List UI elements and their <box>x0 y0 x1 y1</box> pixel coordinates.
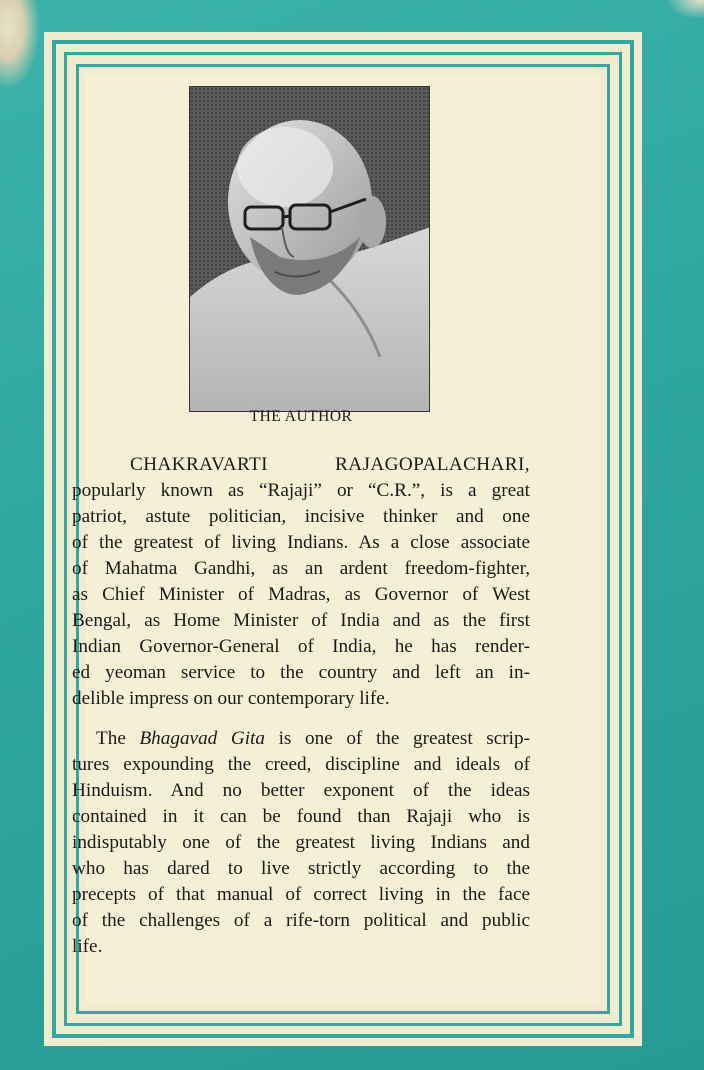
text-line: delible impress on our contemporary life. <box>72 688 390 709</box>
text-line: patriot, astute politician, incisive thinker and one <box>72 506 530 527</box>
author-name: CHAKRAVARTI RAJAGOPALACHARI, <box>130 454 530 475</box>
text-line: precepts of that manual of correct living in the face <box>72 884 530 905</box>
text-fragment: The <box>96 728 140 749</box>
text-line: of the greatest of living Indians. As a close associate <box>72 532 530 553</box>
text-line: Indian Governor-General of India, he has render- <box>72 636 530 657</box>
text-line: Bengal, as Home Minister of India and as the first <box>72 610 530 631</box>
cover-wear-mark <box>668 0 704 18</box>
author-bio-paragraph <box>72 452 530 712</box>
text-line: who has dared to live strictly according to the <box>72 858 530 879</box>
author-portrait <box>189 86 430 412</box>
text-line: life. <box>72 936 103 957</box>
text-line: of Mahatma Gandhi, as an ardent freedom-fighter, <box>72 558 530 579</box>
text-fragment: is one of the greatest scrip- <box>264 728 530 749</box>
text-line: contained in it can be found than Rajaji who is <box>72 806 530 827</box>
portrait-caption: THE AUTHOR <box>249 408 353 425</box>
text-line: popularly known as “Rajaji” or “C.R.”, is a great <box>72 480 530 501</box>
text-line: tures expounding the creed, discipline and ideals of <box>72 754 530 775</box>
cover-wear-mark <box>0 0 40 90</box>
text-line: Hinduism. And no better exponent of the ideas <box>72 780 530 801</box>
text-line <box>72 726 530 752</box>
text-line: ed yeoman service to the country and left an in- <box>72 662 530 683</box>
text-line: indisputably one of the greatest living Indians and <box>72 832 530 853</box>
book-description-paragraph <box>72 726 530 960</box>
text-line: of the challenges of a rife-torn political and public <box>72 910 530 931</box>
book-title-italic: Bhagavad Gita <box>139 728 265 749</box>
text-line: as Chief Minister of Madras, as Governor of West <box>72 584 530 605</box>
